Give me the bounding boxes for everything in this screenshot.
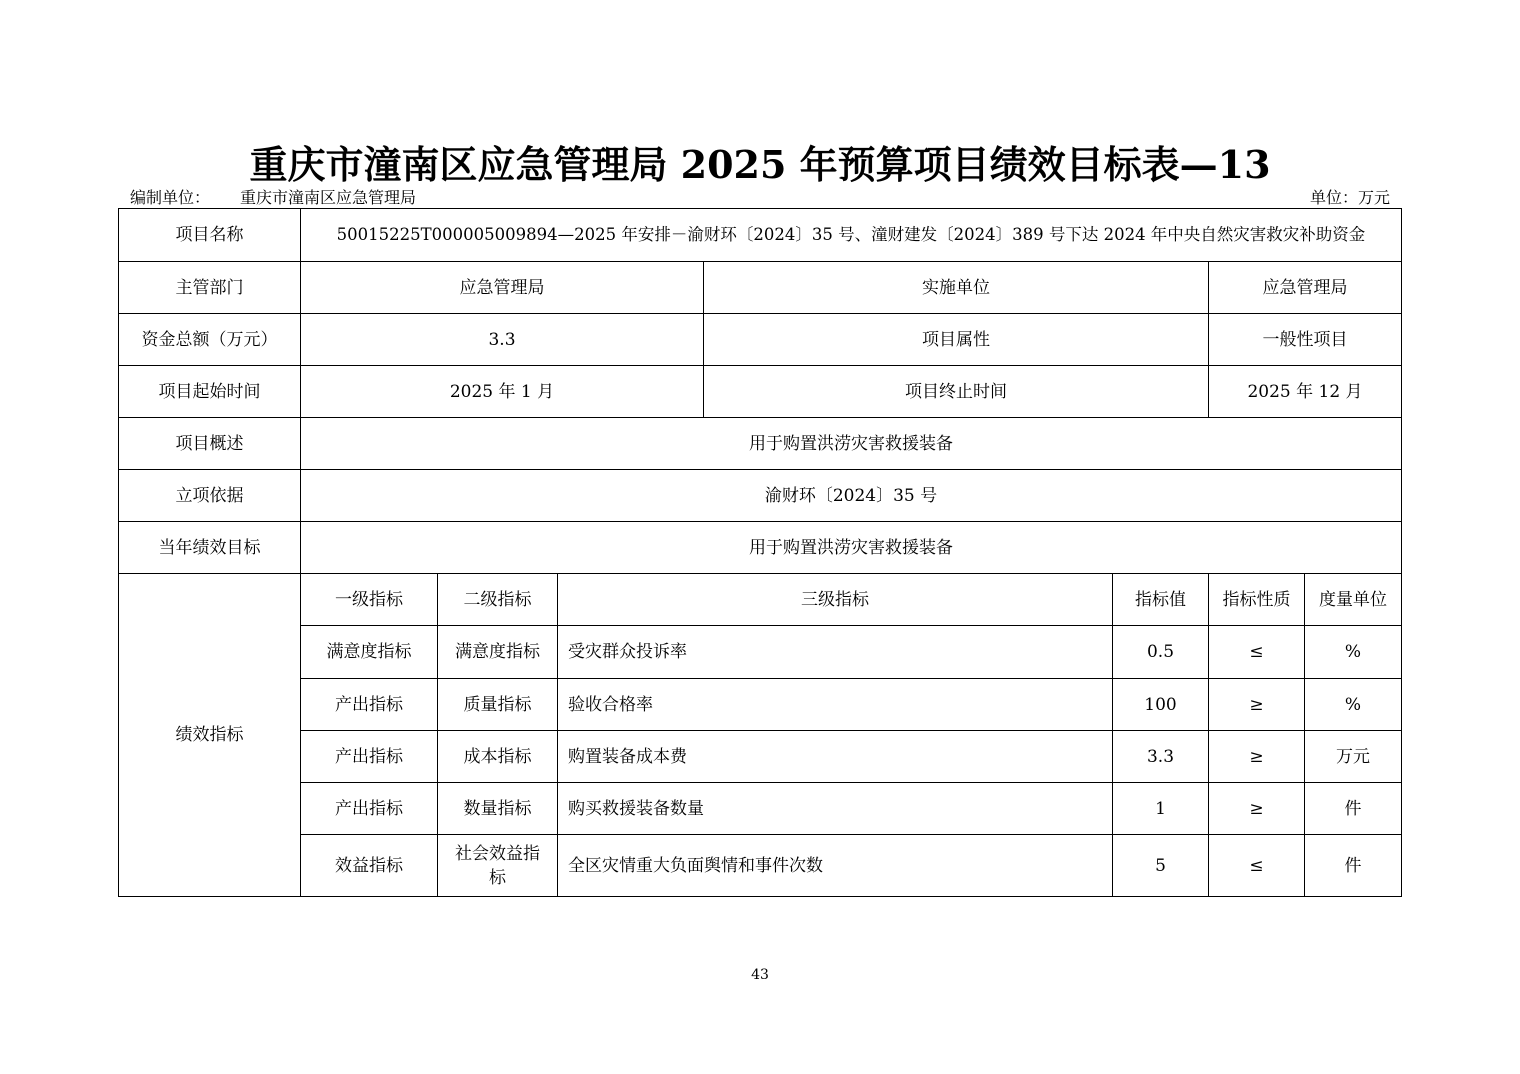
nature-cell: ≥ <box>1209 679 1305 731</box>
level2-cell: 成本指标 <box>438 731 558 783</box>
level1-cell: 产出指标 <box>301 679 438 731</box>
basis-value: 渝财环〔2024〕35 号 <box>301 470 1402 522</box>
unit-cell: 万元 <box>1305 731 1402 783</box>
header-level3: 三级指标 <box>558 574 1113 626</box>
impl-label: 实施单位 <box>704 262 1209 314</box>
table-row <box>119 574 1402 626</box>
level3-cell: 受灾群众投诉率 <box>558 626 1113 679</box>
page-title: 重庆市潼南区应急管理局 2025 年预算项目绩效目标表—13 <box>249 142 1271 187</box>
level3-cell: 购买救援装备数量 <box>558 783 1113 835</box>
overview-label: 项目概述 <box>119 418 301 470</box>
unit-cell: % <box>1305 679 1402 731</box>
dept-label: 主管部门 <box>119 262 301 314</box>
table-row <box>119 522 1402 574</box>
level1-cell: 效益指标 <box>301 835 438 897</box>
value-cell: 0.5 <box>1113 626 1209 679</box>
impl-value: 应急管理局 <box>1209 262 1402 314</box>
value-cell: 100 <box>1113 679 1209 731</box>
fund-value: 3.3 <box>301 314 704 366</box>
goal-value: 用于购置洪涝灾害救援装备 <box>301 522 1402 574</box>
currency-unit: 单位：万元 <box>1309 188 1390 207</box>
level3-cell: 全区灾情重大负面舆情和事件次数 <box>558 835 1113 897</box>
page-number: 43 <box>751 967 769 983</box>
level2-cell: 满意度指标 <box>438 626 558 679</box>
level1-cell: 产出指标 <box>301 783 438 835</box>
project-name-label: 项目名称 <box>119 209 301 262</box>
compiling-unit-name: 重庆市潼南区应急管理局 <box>240 188 417 207</box>
unit-cell: 件 <box>1305 835 1402 897</box>
header-unit: 度量单位 <box>1305 574 1402 626</box>
value-cell: 5 <box>1113 835 1209 897</box>
basis-label: 立项依据 <box>119 470 301 522</box>
header-level2: 二级指标 <box>438 574 558 626</box>
value-cell: 3.3 <box>1113 731 1209 783</box>
table-row <box>119 731 1402 783</box>
table-row <box>119 783 1402 835</box>
level3-cell: 购置装备成本费 <box>558 731 1113 783</box>
level1-cell: 满意度指标 <box>301 626 438 679</box>
table-row <box>119 209 1402 262</box>
attr-label: 项目属性 <box>704 314 1209 366</box>
dept-value: 应急管理局 <box>301 262 704 314</box>
header-level1: 一级指标 <box>301 574 438 626</box>
header-nature: 指标性质 <box>1209 574 1305 626</box>
compiling-unit-label: 编制单位： <box>130 188 211 207</box>
start-value: 2025 年 1 月 <box>301 366 704 418</box>
table-row <box>119 626 1402 679</box>
nature-cell: ≥ <box>1209 783 1305 835</box>
level2-cell: 社会效益指标 <box>438 835 558 897</box>
end-label: 项目终止时间 <box>704 366 1209 418</box>
level3-cell: 验收合格率 <box>558 679 1113 731</box>
table-row <box>119 679 1402 731</box>
goal-label: 当年绩效目标 <box>119 522 301 574</box>
performance-table <box>118 208 1402 897</box>
level2-cell: 数量指标 <box>438 783 558 835</box>
nature-cell: ≤ <box>1209 835 1305 897</box>
start-label: 项目起始时间 <box>119 366 301 418</box>
fund-label: 资金总额（万元） <box>119 314 301 366</box>
table-row <box>119 418 1402 470</box>
attr-value: 一般性项目 <box>1209 314 1402 366</box>
level2-cell: 质量指标 <box>438 679 558 731</box>
table-row <box>119 262 1402 314</box>
table-row <box>119 366 1402 418</box>
overview-value: 用于购置洪涝灾害救援装备 <box>301 418 1402 470</box>
header-value: 指标值 <box>1113 574 1209 626</box>
perf-label: 绩效指标 <box>119 574 301 897</box>
level1-cell: 产出指标 <box>301 731 438 783</box>
end-value: 2025 年 12 月 <box>1209 366 1402 418</box>
compiling-unit <box>130 185 416 208</box>
nature-cell: ≤ <box>1209 626 1305 679</box>
table-row <box>119 470 1402 522</box>
unit-cell: % <box>1305 626 1402 679</box>
value-cell: 1 <box>1113 783 1209 835</box>
unit-cell: 件 <box>1305 783 1402 835</box>
project-name: 50015225T000005009894—2025 年安排－渝财环〔2024〕35 号、潼财建发〔2024〕389 号下达 2024 年中央自然灾害救灾补助资金 <box>301 209 1402 262</box>
table-row <box>119 835 1402 897</box>
table-row <box>119 314 1402 366</box>
nature-cell: ≥ <box>1209 731 1305 783</box>
